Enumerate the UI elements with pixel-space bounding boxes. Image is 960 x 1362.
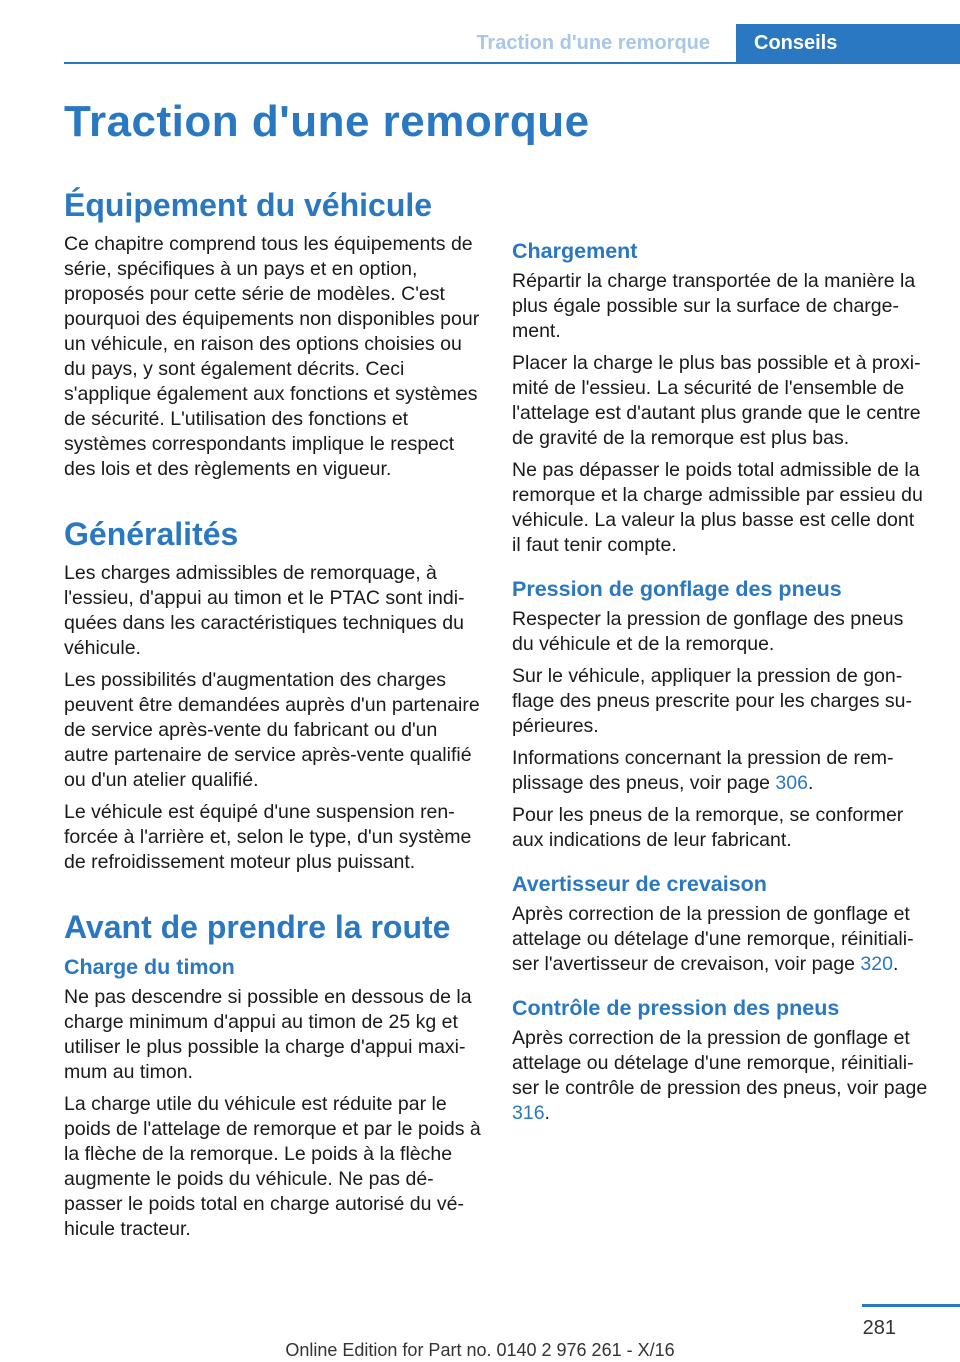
paragraph xyxy=(512,902,928,977)
page-number: 281 xyxy=(862,1317,896,1339)
paragraph: La charge utile du véhicule est réduite par le poids de l'attelage de remorque et par le poids à la flèche de la remorque. Le poids à la flèche augmente le poids du véhicule. Ne pas dépasser le poids total en charge autorisé du véhicule tracteur. xyxy=(64,1093,481,1240)
left-column xyxy=(64,186,484,1249)
section-heading-equipement: Équipement du véhicule xyxy=(64,187,433,223)
paragraph: Ne pas dépasser le poids total admissible de la remorque et la charge admissible par essieu du véhicule. La valeur la plus basse est celle dont il faut tenir compte. xyxy=(512,459,923,556)
right-column-content xyxy=(512,238,928,1133)
paragraph-end: . xyxy=(807,772,814,794)
page-link-316[interactable]: 316 xyxy=(512,1102,545,1124)
paragraph: Les charges admissibles de remorquage, à l'essieu, d'appui au timon et le PTAC sont indiquées dans les caractéristiques techniques du véhicule. xyxy=(64,562,465,659)
paragraph: Sur le véhicule, appliquer la pression de gonflage des pneus prescrite pour les charges supérieures. xyxy=(512,665,912,737)
header-divider xyxy=(64,62,960,64)
page-title: Traction d'une remorque xyxy=(64,97,590,146)
paragraph: Respecter la pression de gonflage des pneus du véhicule et de la remorque. xyxy=(512,608,904,655)
header-chapter-tab: Conseils xyxy=(736,24,960,62)
paragraph: Les possibilités d'augmentation des charges peuvent être demandées auprès d'un partenaire de service après-vente du fabricant ou d'un autre partenaire de service après-vente qualifié ou d'un atelier qualifié. xyxy=(64,669,480,791)
footer-edition: Online Edition for Part no. 0140 2 976 261 - X/16 xyxy=(285,1340,675,1360)
footer-divider xyxy=(862,1304,960,1307)
section-heading-generalites: Généralités xyxy=(64,516,239,552)
paragraph-text: Après correction de la pression de gonflage et attelage ou dételage d'une remorque, réinitialiser le contrôle de pression des pneus, voir page xyxy=(512,1027,928,1099)
paragraph: Ce chapitre comprend tous les équipements de série, spécifiques à un pays et en option, proposés pour cette série de modèles. C'est pourquoi des équipements non disponibles pour un véhicule, en raison des options choisies ou du pays, y sont également décrits. Ceci s'applique également aux fonctions et systèmes de sécurité. L'utilisation des fonctions et systèmes correspondants implique le respect des lois et des règlements en vigueur. xyxy=(64,233,480,480)
paragraph-end: . xyxy=(892,953,899,975)
header-section-title: Traction d'une remorque xyxy=(476,32,710,54)
section-heading-avant: Avant de prendre la route xyxy=(64,909,451,945)
paragraph xyxy=(512,1026,928,1126)
paragraph: Placer la charge le plus bas possible et à proximité de l'essieu. La sécurité de l'ensemble de l'attelage est d'autant plus grande que le centre de gravité de la remorque est plus bas. xyxy=(512,352,921,449)
paragraph-text: Après correction de la pression de gonflage et attelage ou dételage d'une remorque, réinitialiser l'avertisseur de crevaison, voir page xyxy=(512,903,914,975)
paragraph-end: . xyxy=(544,1102,550,1124)
page-link-320[interactable]: 320 xyxy=(860,953,893,975)
paragraph: Répartir la charge transportée de la manière la plus égale possible sur la surface de chargement. xyxy=(512,270,916,342)
page-link-306[interactable]: 306 xyxy=(775,772,808,794)
subheading-crevaison: Avertisseur de crevaison xyxy=(512,872,767,896)
subheading-pression: Pression de gonflage des pneus xyxy=(512,577,842,601)
subheading-controle-pression: Contrôle de pression des pneus xyxy=(512,996,840,1020)
paragraph xyxy=(512,746,928,796)
subheading-chargement: Chargement xyxy=(512,239,638,263)
subheading-charge-timon: Charge du timon xyxy=(64,955,235,979)
paragraph: Pour les pneus de la remorque, se conformer aux indications de leur fabricant. xyxy=(512,804,904,851)
paragraph: Ne pas descendre si possible en dessous de la charge minimum d'appui au timon de 25 kg et utiliser le plus possible la charge d'appui maximum au timon. xyxy=(64,986,472,1083)
paragraph: Le véhicule est équipé d'une suspension renforcée à l'arrière et, selon le type, d'un système de refroidissement moteur plus puissant. xyxy=(64,801,472,873)
paragraph-text: Informations concernant la pression de remplissage des pneus, voir page xyxy=(512,747,894,794)
